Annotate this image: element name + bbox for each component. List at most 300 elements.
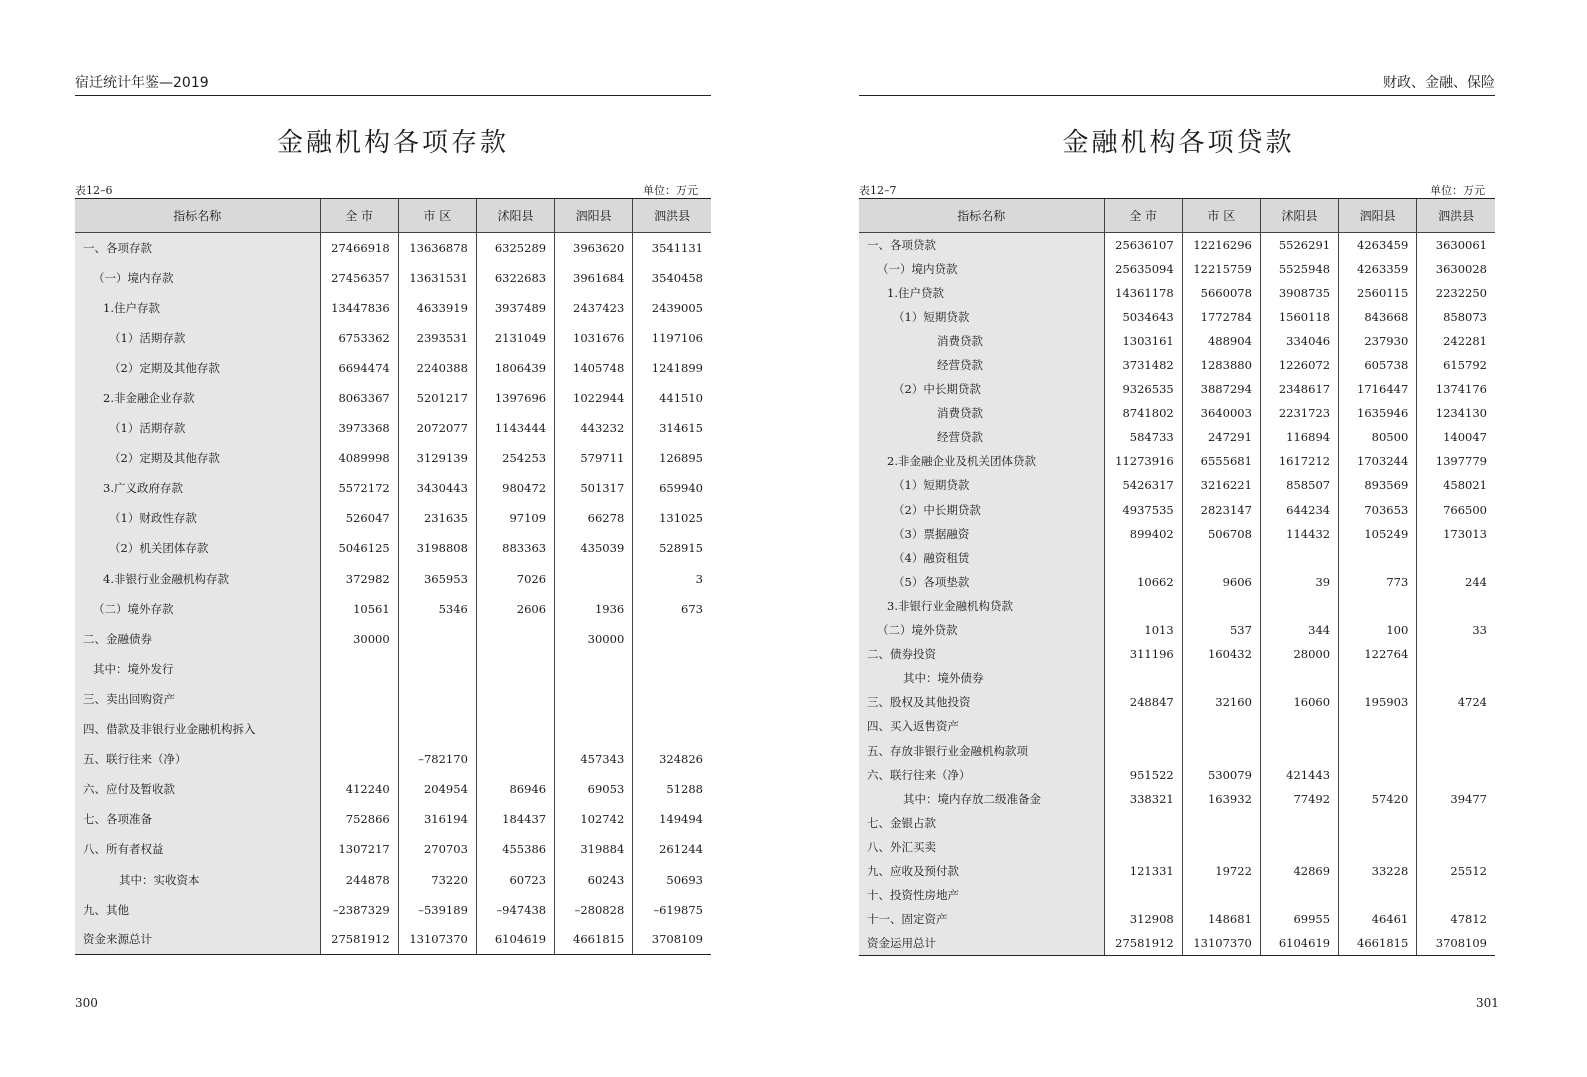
row-label: 经营贷款 xyxy=(859,353,1104,377)
page-number: 301 xyxy=(1476,996,1499,1010)
table-cell: 843668 xyxy=(1339,305,1417,329)
table-cell: 3640003 xyxy=(1182,401,1260,425)
table-cell: 16060 xyxy=(1260,690,1338,714)
table-cell: 980472 xyxy=(476,473,554,503)
table-row xyxy=(859,835,1495,859)
table-cell: 766500 xyxy=(1417,498,1495,522)
table-cell: 615792 xyxy=(1417,353,1495,377)
table-cell: 39477 xyxy=(1417,787,1495,811)
column-header-region: 泗阳县 xyxy=(1339,199,1417,233)
table-cell xyxy=(476,684,554,714)
table-cell: 60243 xyxy=(555,864,633,894)
table-row xyxy=(859,763,1495,787)
table-cell: 77492 xyxy=(1260,787,1338,811)
table-cell: 3708109 xyxy=(1417,931,1495,955)
table-cell: 4089998 xyxy=(320,443,398,473)
table-row xyxy=(859,594,1495,618)
table-cell: 69053 xyxy=(555,774,633,804)
row-label: 资金运用总计 xyxy=(859,931,1104,955)
row-label: 四、借款及非银行业金融机构拆入 xyxy=(75,714,320,744)
table-body xyxy=(859,233,1495,956)
row-label: （1）活期存款 xyxy=(75,413,320,443)
table-cell: 1303161 xyxy=(1104,329,1182,353)
table-row xyxy=(859,787,1495,811)
table-cell: 121331 xyxy=(1104,859,1182,883)
table-cell: 5426317 xyxy=(1104,473,1182,497)
table-row xyxy=(75,323,711,353)
table-cell: –280828 xyxy=(555,895,633,925)
table-cell xyxy=(1182,666,1260,690)
table-cell: 27581912 xyxy=(320,925,398,955)
table-cell: 3630061 xyxy=(1417,233,1495,257)
table-cell: 131025 xyxy=(633,503,711,533)
table-cell: 1226072 xyxy=(1260,353,1338,377)
row-label: 二、金融债券 xyxy=(75,624,320,654)
table-cell: 1560118 xyxy=(1260,305,1338,329)
running-head: 财政、金融、保险 xyxy=(859,72,1495,96)
table-cell: 247291 xyxy=(1182,425,1260,449)
row-label: （2）定期及其他存款 xyxy=(75,353,320,383)
row-label: 九、其他 xyxy=(75,895,320,925)
table-cell: 126895 xyxy=(633,443,711,473)
table-cell: 1397779 xyxy=(1417,449,1495,473)
table-cell xyxy=(1260,714,1338,738)
table-cell: 1031676 xyxy=(555,323,633,353)
table-row xyxy=(859,377,1495,401)
table-cell: 3630028 xyxy=(1417,257,1495,281)
table-row xyxy=(859,498,1495,522)
table-cell xyxy=(1417,835,1495,859)
table-cell: 4263359 xyxy=(1339,257,1417,281)
table-cell: 254253 xyxy=(476,443,554,473)
table-row xyxy=(75,624,711,654)
table-cell xyxy=(633,684,711,714)
row-label: （二）境外贷款 xyxy=(859,618,1104,642)
table-row xyxy=(859,329,1495,353)
table-row xyxy=(75,233,711,263)
page-number: 300 xyxy=(75,996,98,1010)
table-cell: 372982 xyxy=(320,564,398,594)
table-cell: 122764 xyxy=(1339,642,1417,666)
row-label: （2）机关团体存款 xyxy=(75,533,320,563)
column-header-region: 全 市 xyxy=(1104,199,1182,233)
table-row xyxy=(75,473,711,503)
row-label: 消费贷款 xyxy=(859,329,1104,353)
table-row xyxy=(75,293,711,323)
table-cell xyxy=(1417,666,1495,690)
table-cell: 8063367 xyxy=(320,383,398,413)
table-cell: –782170 xyxy=(398,744,476,774)
table-cell xyxy=(1182,714,1260,738)
table-cell: 2437423 xyxy=(555,293,633,323)
table-cell: 270703 xyxy=(398,834,476,864)
table-cell: 5526291 xyxy=(1260,233,1338,257)
table-cell: 244 xyxy=(1417,570,1495,594)
table-row xyxy=(859,546,1495,570)
table-cell: 5525948 xyxy=(1260,257,1338,281)
table-cell: 5201217 xyxy=(398,383,476,413)
row-label: 消费贷款 xyxy=(859,401,1104,425)
table-id: 表12–7 xyxy=(859,184,897,197)
table-cell xyxy=(1339,883,1417,907)
table-row xyxy=(75,864,711,894)
table-cell: 1405748 xyxy=(555,353,633,383)
row-label: （1）短期贷款 xyxy=(859,305,1104,329)
table-cell: 3216221 xyxy=(1182,473,1260,497)
table-cell xyxy=(1417,763,1495,787)
table-header-row xyxy=(859,199,1495,233)
table-cell: 883363 xyxy=(476,533,554,563)
table-cell: –539189 xyxy=(398,895,476,925)
table-cell: 501317 xyxy=(555,473,633,503)
table-cell: 5572172 xyxy=(320,473,398,503)
table-cell: 455386 xyxy=(476,834,554,864)
row-label: 2.非金融企业及机关团体贷款 xyxy=(859,449,1104,473)
table-cell: 5346 xyxy=(398,594,476,624)
table-cell: 752866 xyxy=(320,804,398,834)
table-row xyxy=(859,353,1495,377)
table-row xyxy=(75,533,711,563)
table-cell: 42869 xyxy=(1260,859,1338,883)
table-row xyxy=(859,233,1495,257)
row-label: 2.非金融企业存款 xyxy=(75,383,320,413)
table-cell: 30000 xyxy=(555,624,633,654)
row-label: 六、应付及暂收款 xyxy=(75,774,320,804)
table-cell xyxy=(320,684,398,714)
table-cell: 1635946 xyxy=(1339,401,1417,425)
table-cell: 441510 xyxy=(633,383,711,413)
table-cell xyxy=(1182,811,1260,835)
row-label: 1.住户贷款 xyxy=(859,281,1104,305)
table-cell xyxy=(1182,883,1260,907)
table-row xyxy=(75,744,711,774)
table-cell: 3937489 xyxy=(476,293,554,323)
row-label: 资金来源总计 xyxy=(75,925,320,955)
table-cell: 13107370 xyxy=(398,925,476,955)
column-header-region: 泗洪县 xyxy=(1417,199,1495,233)
table-cell: 2348617 xyxy=(1260,377,1338,401)
table-cell: 3887294 xyxy=(1182,377,1260,401)
column-header-region: 沭阳县 xyxy=(1260,199,1338,233)
table-cell xyxy=(1182,594,1260,618)
table-cell xyxy=(1417,642,1495,666)
table-cell: 13636878 xyxy=(398,233,476,263)
table-row xyxy=(859,425,1495,449)
table-cell xyxy=(1417,738,1495,762)
table-cell: 46461 xyxy=(1339,907,1417,931)
row-label: 其中：境内存放二级准备金 xyxy=(859,787,1104,811)
table-row xyxy=(859,642,1495,666)
table-cell: 47812 xyxy=(1417,907,1495,931)
table-cell xyxy=(320,744,398,774)
table-cell: 6322683 xyxy=(476,263,554,293)
table-row xyxy=(859,666,1495,690)
table-cell: 316194 xyxy=(398,804,476,834)
table-id: 表12–6 xyxy=(75,184,113,197)
table-cell: 248847 xyxy=(1104,690,1182,714)
page-title: 金融机构各项贷款 xyxy=(1062,128,1295,158)
table-row xyxy=(859,931,1495,955)
table-cell xyxy=(1182,835,1260,859)
table-cell: 5660078 xyxy=(1182,281,1260,305)
column-header-indicator: 指标名称 xyxy=(75,199,320,233)
table-cell: 160432 xyxy=(1182,642,1260,666)
table-cell: 644234 xyxy=(1260,498,1338,522)
table-cell: 10561 xyxy=(320,594,398,624)
table-cell xyxy=(1339,714,1417,738)
table-cell: 5034643 xyxy=(1104,305,1182,329)
table-cell: 858073 xyxy=(1417,305,1495,329)
column-header-region: 泗洪县 xyxy=(633,199,711,233)
row-label: （1）财政性存款 xyxy=(75,503,320,533)
deposits-table xyxy=(75,198,711,955)
table-cell xyxy=(1417,594,1495,618)
table-cell: 2072077 xyxy=(398,413,476,443)
left-page xyxy=(0,0,793,1077)
row-label: （3）票据融资 xyxy=(859,522,1104,546)
table-cell: 69955 xyxy=(1260,907,1338,931)
row-label: （4）融资租赁 xyxy=(859,546,1104,570)
row-label: 其中：境外债券 xyxy=(859,666,1104,690)
table-row xyxy=(75,654,711,684)
row-label: 3.广义政府存款 xyxy=(75,473,320,503)
table-cell xyxy=(555,564,633,594)
row-label: 五、存放非银行业金融机构款项 xyxy=(859,738,1104,762)
table-cell: 57420 xyxy=(1339,787,1417,811)
table-cell xyxy=(1339,666,1417,690)
table-cell xyxy=(1339,594,1417,618)
table-row xyxy=(859,811,1495,835)
table-cell xyxy=(476,744,554,774)
table-cell: 3541131 xyxy=(633,233,711,263)
table-cell: 2823147 xyxy=(1182,498,1260,522)
table-cell: 66278 xyxy=(555,503,633,533)
row-label: 一、各项贷款 xyxy=(859,233,1104,257)
table-row xyxy=(859,690,1495,714)
table-cell: 4661815 xyxy=(555,925,633,955)
table-cell: 148681 xyxy=(1182,907,1260,931)
table-cell xyxy=(320,654,398,684)
table-row xyxy=(75,353,711,383)
table-cell: 149494 xyxy=(633,804,711,834)
table-cell: 324826 xyxy=(633,744,711,774)
table-cell: 3430443 xyxy=(398,473,476,503)
table-cell: 204954 xyxy=(398,774,476,804)
table-cell: 3908735 xyxy=(1260,281,1338,305)
table-cell: 6694474 xyxy=(320,353,398,383)
table-cell: 28000 xyxy=(1260,642,1338,666)
table-cell: 6753362 xyxy=(320,323,398,353)
table-cell: 3973368 xyxy=(320,413,398,443)
table-cell: 244878 xyxy=(320,864,398,894)
table-cell xyxy=(633,654,711,684)
row-label: 一、各项存款 xyxy=(75,233,320,263)
table-cell xyxy=(1104,546,1182,570)
table-cell xyxy=(1339,763,1417,787)
table-cell: 9606 xyxy=(1182,570,1260,594)
table-cell: 5046125 xyxy=(320,533,398,563)
row-label: 1.住户存款 xyxy=(75,293,320,323)
table-cell xyxy=(633,624,711,654)
table-cell: 3961684 xyxy=(555,263,633,293)
table-cell: 3 xyxy=(633,564,711,594)
table-cell: 25636107 xyxy=(1104,233,1182,257)
table-row xyxy=(75,925,711,955)
table-cell xyxy=(1260,546,1338,570)
row-label: 十一、固定资产 xyxy=(859,907,1104,931)
table-cell xyxy=(398,654,476,684)
row-label: 3.非银行业金融机构贷款 xyxy=(859,594,1104,618)
table-cell: 184437 xyxy=(476,804,554,834)
table-cell: 435039 xyxy=(555,533,633,563)
table-cell xyxy=(1104,738,1182,762)
table-cell: 1703244 xyxy=(1339,449,1417,473)
table-cell: 13447836 xyxy=(320,293,398,323)
table-cell: 1022944 xyxy=(555,383,633,413)
row-label: 八、外汇买卖 xyxy=(859,835,1104,859)
table-cell: 2240388 xyxy=(398,353,476,383)
table-row xyxy=(75,895,711,925)
table-cell: 80500 xyxy=(1339,425,1417,449)
table-cell xyxy=(1260,811,1338,835)
table-cell: 2232250 xyxy=(1417,281,1495,305)
table-cell: 4724 xyxy=(1417,690,1495,714)
running-head: 宿迁统计年鉴—2019 xyxy=(75,72,711,96)
table-cell xyxy=(1104,666,1182,690)
table-cell: 1307217 xyxy=(320,834,398,864)
table-cell: 1617212 xyxy=(1260,449,1338,473)
table-cell: 140047 xyxy=(1417,425,1495,449)
row-label: （1）短期贷款 xyxy=(859,473,1104,497)
table-row xyxy=(75,714,711,744)
table-cell xyxy=(555,654,633,684)
table-row xyxy=(859,257,1495,281)
table-cell: 605738 xyxy=(1339,353,1417,377)
table-cell: 1234130 xyxy=(1417,401,1495,425)
table-cell: 951522 xyxy=(1104,763,1182,787)
row-label: （一）境内贷款 xyxy=(859,257,1104,281)
table-cell: 11273916 xyxy=(1104,449,1182,473)
table-cell: 6104619 xyxy=(476,925,554,955)
table-cell: 97109 xyxy=(476,503,554,533)
column-header-region: 全 市 xyxy=(320,199,398,233)
row-label: 七、各项准备 xyxy=(75,804,320,834)
table-cell: 6104619 xyxy=(1260,931,1338,955)
table-cell xyxy=(1417,546,1495,570)
table-row xyxy=(859,738,1495,762)
table-row xyxy=(859,714,1495,738)
table-cell: 6555681 xyxy=(1182,449,1260,473)
table-cell: 4937535 xyxy=(1104,498,1182,522)
table-cell: –947438 xyxy=(476,895,554,925)
table-cell: 102742 xyxy=(555,804,633,834)
table-cell: 530079 xyxy=(1182,763,1260,787)
table-cell: 13631531 xyxy=(398,263,476,293)
table-cell: 50693 xyxy=(633,864,711,894)
table-row xyxy=(859,449,1495,473)
table-cell: 195903 xyxy=(1339,690,1417,714)
row-label: 三、卖出回购资产 xyxy=(75,684,320,714)
table-unit: 单位：万元 xyxy=(1430,184,1485,197)
table-row xyxy=(859,618,1495,642)
table-cell: 1397696 xyxy=(476,383,554,413)
table-cell: 25512 xyxy=(1417,859,1495,883)
table-cell xyxy=(633,714,711,744)
table-cell: 30000 xyxy=(320,624,398,654)
row-label: 九、应收及预付款 xyxy=(859,859,1104,883)
table-cell: 1013 xyxy=(1104,618,1182,642)
loans-table xyxy=(859,198,1495,956)
table-cell xyxy=(1182,738,1260,762)
table-row xyxy=(75,413,711,443)
table-row xyxy=(859,281,1495,305)
table-cell: 105249 xyxy=(1339,522,1417,546)
column-header-region: 沭阳县 xyxy=(476,199,554,233)
table-meta xyxy=(75,182,698,198)
table-cell xyxy=(398,714,476,744)
table-cell xyxy=(1339,738,1417,762)
table-cell: 579711 xyxy=(555,443,633,473)
table-cell: 1936 xyxy=(555,594,633,624)
table-cell: 4661815 xyxy=(1339,931,1417,955)
table-cell xyxy=(1417,811,1495,835)
table-row xyxy=(859,522,1495,546)
table-cell: 3540458 xyxy=(633,263,711,293)
table-cell: 10662 xyxy=(1104,570,1182,594)
table-cell: –2387329 xyxy=(320,895,398,925)
table-cell xyxy=(1104,594,1182,618)
row-label: 七、金银占款 xyxy=(859,811,1104,835)
row-label: 二、债券投资 xyxy=(859,642,1104,666)
table-cell xyxy=(1182,546,1260,570)
row-label: （2）中长期贷款 xyxy=(859,377,1104,401)
table-cell: 311196 xyxy=(1104,642,1182,666)
column-header-indicator: 指标名称 xyxy=(859,199,1104,233)
table-cell: 25635094 xyxy=(1104,257,1182,281)
table-cell: 242281 xyxy=(1417,329,1495,353)
table-cell: 526047 xyxy=(320,503,398,533)
table-cell: 1143444 xyxy=(476,413,554,443)
table-cell: 19722 xyxy=(1182,859,1260,883)
row-label: （5）各项垫款 xyxy=(859,570,1104,594)
table-cell xyxy=(1260,594,1338,618)
row-label: （2）定期及其他存款 xyxy=(75,443,320,473)
table-cell xyxy=(1104,811,1182,835)
table-cell: 3198808 xyxy=(398,533,476,563)
table-row xyxy=(75,834,711,864)
table-cell: 7026 xyxy=(476,564,554,594)
table-cell xyxy=(1104,714,1182,738)
table-cell: 9326535 xyxy=(1104,377,1182,401)
table-cell: 319884 xyxy=(555,834,633,864)
table-cell: 231635 xyxy=(398,503,476,533)
table-cell: 537 xyxy=(1182,618,1260,642)
table-row xyxy=(75,564,711,594)
table-cell: 14361178 xyxy=(1104,281,1182,305)
table-unit: 单位：万元 xyxy=(643,184,698,197)
row-label: 其中：境外发行 xyxy=(75,654,320,684)
table-row xyxy=(859,859,1495,883)
table-cell: 457343 xyxy=(555,744,633,774)
table-cell: 314615 xyxy=(633,413,711,443)
table-cell xyxy=(398,624,476,654)
table-cell: 173013 xyxy=(1417,522,1495,546)
table-cell: 1806439 xyxy=(476,353,554,383)
table-cell: 8741802 xyxy=(1104,401,1182,425)
table-cell xyxy=(476,654,554,684)
table-cell: 312908 xyxy=(1104,907,1182,931)
column-header-region: 市 区 xyxy=(398,199,476,233)
